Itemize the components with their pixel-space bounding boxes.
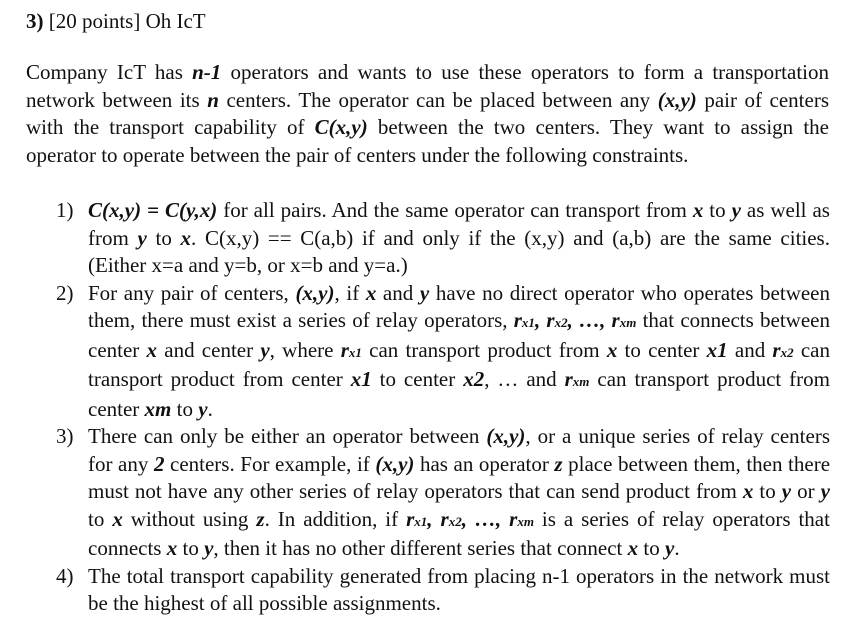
constraint-variable: x [365, 280, 377, 305]
constraint-marker: 2) [56, 280, 74, 305]
constraint-text: , … and [484, 367, 565, 391]
intro-text: operators and wants to use these operators to form a transportation network between its [26, 60, 829, 112]
constraint-variable: x [146, 337, 158, 362]
constraint-text: centers. For example, if [164, 451, 376, 476]
constraint-text: for all pairs. And the same operator can transport from [217, 198, 693, 222]
constraint-text: to center [371, 367, 464, 391]
question-title: [20 points] Oh IcT [43, 9, 206, 33]
intro-text: centers. The operator can be placed between any [218, 87, 658, 112]
intro-variable: n [207, 87, 219, 112]
constraint-variable: , …, r [461, 506, 518, 531]
constraint-variable: r [340, 337, 349, 362]
constraint-item [40, 197, 830, 280]
constraint-text: . [207, 396, 213, 421]
constraint-variable: x [627, 536, 639, 560]
constraint-variable: z [256, 506, 265, 531]
constraint-variable: r [564, 367, 573, 391]
constraint-variable: y [820, 479, 830, 503]
constraint-text: is a series of relay operators that connects [88, 506, 830, 560]
constraint-text: For any pair of centers, [88, 280, 296, 305]
constraint-variable: x2 [463, 367, 485, 391]
constraint-text: to [177, 536, 205, 560]
constraint-variable: y [198, 396, 208, 421]
constraint-text: that connects between center [88, 308, 830, 362]
constraint-variable: y [204, 536, 214, 560]
constraint-text: , or a unique series of relay centers for any [88, 424, 830, 476]
constraint-variable: C(x,y) = C(y,x) [88, 198, 218, 222]
constraint-text: as well as from [88, 198, 830, 250]
constraint-variable: y [731, 198, 741, 222]
intro-text: between the two centers. They want to assign the operator to operate between the pair of centers under the following constraints. [26, 115, 829, 167]
intro-text: Company IcT has [26, 60, 193, 84]
constraint-variable: y [137, 225, 147, 250]
constraint-variable: x [606, 337, 618, 362]
constraint-subscript: x1 [521, 315, 535, 330]
constraint-text: and center [157, 337, 261, 362]
constraint-variable: z [554, 451, 563, 476]
constraint-variable: r [772, 337, 781, 362]
constraint-item [40, 423, 830, 563]
constraint-variable: r [513, 308, 522, 332]
constraint-text: to center [617, 337, 707, 362]
constraint-text: can transport product from center [88, 367, 830, 421]
constraint-marker: 4) [56, 563, 74, 588]
constraint-text: to [753, 479, 782, 503]
constraint-variable: x1 [350, 367, 372, 391]
constraint-variable: x [112, 506, 123, 531]
constraint-variable: y [664, 536, 675, 560]
constraint-text: . [674, 536, 680, 560]
intro-variable: (x,y) [657, 87, 697, 112]
constraint-text: The total transport capability generated from placing n-1 operators in the network must be the highest of all possible assignments. [88, 563, 830, 615]
constraint-text: and [376, 280, 420, 305]
constraint-text: without using [122, 506, 257, 531]
constraint-text: , then it has no other different series that connect [213, 536, 628, 560]
constraint-variable: , r [427, 506, 449, 531]
constraint-subscript: x2 [554, 315, 568, 330]
constraint-variable: r [406, 506, 415, 531]
constraint-subscript: x1 [348, 344, 362, 360]
constraint-text: has an operator [414, 451, 555, 476]
constraint-text: , where [269, 337, 341, 362]
constraint-variable: (x,y) [295, 280, 335, 305]
constraint-subscript: xm [572, 374, 590, 389]
constraints-list [40, 197, 830, 618]
constraint-variable: , …, r [567, 308, 620, 332]
constraint-marker: 1) [56, 198, 74, 222]
constraint-text: . C(x,y) == C(a,b) if and only if the (x,y) and (a,b) are the same cities. (Either x=a and y=b, or x=b and y=a.) [88, 225, 830, 277]
constraint-text: to [171, 396, 199, 421]
constraint-variable: x [692, 198, 704, 222]
question-number: 3) [26, 9, 44, 33]
constraint-subscript: xm [517, 513, 534, 529]
intro-variable: n-1 [192, 60, 222, 84]
constraint-variable: x [180, 225, 192, 250]
intro-text: pair of centers with the transport capability of [26, 87, 829, 139]
constraint-text: to [88, 506, 113, 531]
constraint-marker: 3) [56, 424, 74, 448]
constraint-text: can transport product from center [88, 337, 830, 391]
constraint-text: place between them, then there must not have any other series of relay operators that can send product from [88, 451, 831, 503]
constraint-text: . In addition, if [264, 506, 407, 531]
constraint-variable: y [260, 337, 270, 362]
constraint-subscript: x2 [448, 513, 462, 529]
constraint-text: or [791, 479, 821, 503]
constraint-subscript: x2 [780, 344, 794, 360]
constraint-text: to [638, 536, 665, 560]
constraint-variable: x [742, 479, 754, 503]
constraint-subscript: xm [619, 315, 637, 330]
constraint-text: can transport product from [361, 337, 607, 362]
constraint-variable: y [781, 479, 792, 503]
constraint-text: to [703, 198, 732, 222]
constraint-item [40, 563, 830, 618]
constraint-text: and [727, 337, 773, 362]
constraint-variable: (x,y) [375, 451, 415, 476]
intro-variable: C(x,y) [314, 115, 368, 139]
constraint-variable: 2 [153, 451, 165, 476]
constraint-variable: x1 [706, 337, 728, 362]
constraint-subscript: x1 [414, 513, 428, 529]
intro-paragraph [26, 59, 829, 169]
constraint-variable: x [166, 536, 178, 560]
constraint-text: have no direct operator who operates between them, there must exist a series of relay operators, [88, 280, 831, 332]
constraint-variable: y [419, 280, 430, 305]
question-heading [26, 8, 206, 36]
constraint-variable: xm [144, 396, 172, 421]
constraint-text: There can only be either an operator between [88, 424, 487, 448]
constraint-text: to [146, 225, 181, 250]
constraint-text: , if [334, 280, 366, 305]
constraint-variable: , r [534, 308, 555, 332]
constraint-item [40, 280, 830, 424]
constraint-variable: (x,y) [486, 424, 526, 448]
